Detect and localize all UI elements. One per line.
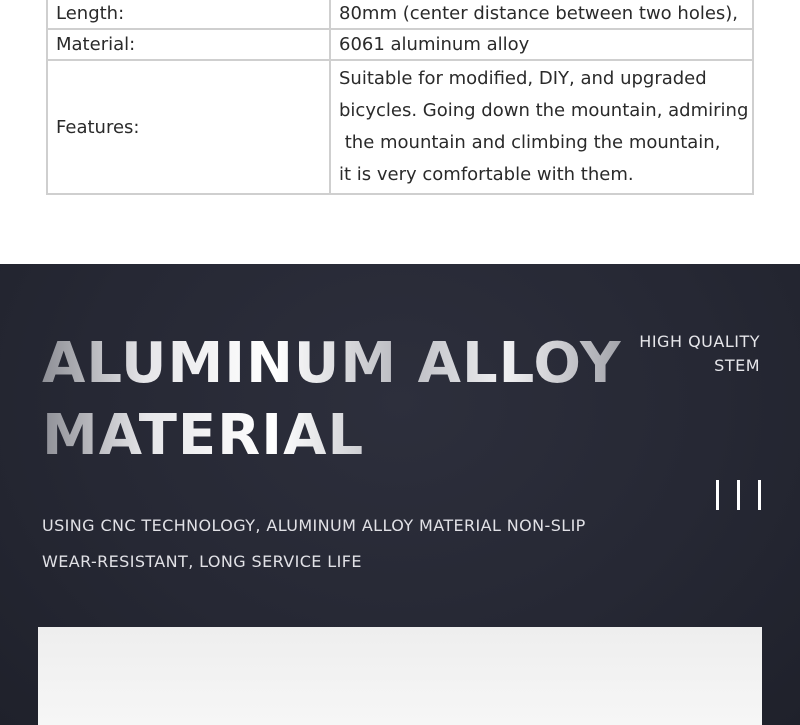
bar xyxy=(716,480,719,510)
table-row xyxy=(47,29,753,60)
decorative-bars-icon xyxy=(716,480,762,510)
spec-value: 80mm (center distance between two holes), xyxy=(330,0,753,29)
banner-title-line: ALUMINUM ALLOY xyxy=(42,331,622,396)
spec-value xyxy=(330,60,753,194)
description-line: WEAR-RESISTANT, LONG SERVICE LIFE xyxy=(42,552,362,571)
table-row xyxy=(47,60,753,194)
feature-line: Suitable for modified, DIY, and upgraded xyxy=(339,68,707,89)
quality-tag xyxy=(639,330,760,378)
bar xyxy=(758,480,761,510)
quality-tag-line: HIGH QUALITY xyxy=(639,332,760,351)
table-row xyxy=(47,0,753,29)
feature-line: bicycles. Going down the mountain, admiring xyxy=(339,100,749,121)
material-banner xyxy=(0,264,800,725)
spec-value: 6061 aluminum alloy xyxy=(330,29,753,60)
spec-table xyxy=(46,0,754,195)
spec-label: Features: xyxy=(47,60,330,194)
spec-label: Material: xyxy=(47,29,330,60)
description-line: USING CNC TECHNOLOGY, ALUMINUM ALLOY MATERIAL NON-SLIP xyxy=(42,516,586,535)
spec-section xyxy=(0,0,800,264)
banner-title-line: MATERIAL xyxy=(42,403,365,468)
quality-tag-line: STEM xyxy=(714,356,760,375)
banner-title xyxy=(42,328,622,472)
feature-line: the mountain and climbing the mountain, xyxy=(339,132,721,153)
product-image-panel xyxy=(38,627,762,725)
feature-line: it is very comfortable with them. xyxy=(339,164,634,185)
spec-label: Length: xyxy=(47,0,330,29)
banner-description xyxy=(42,508,586,580)
bar xyxy=(737,480,740,510)
